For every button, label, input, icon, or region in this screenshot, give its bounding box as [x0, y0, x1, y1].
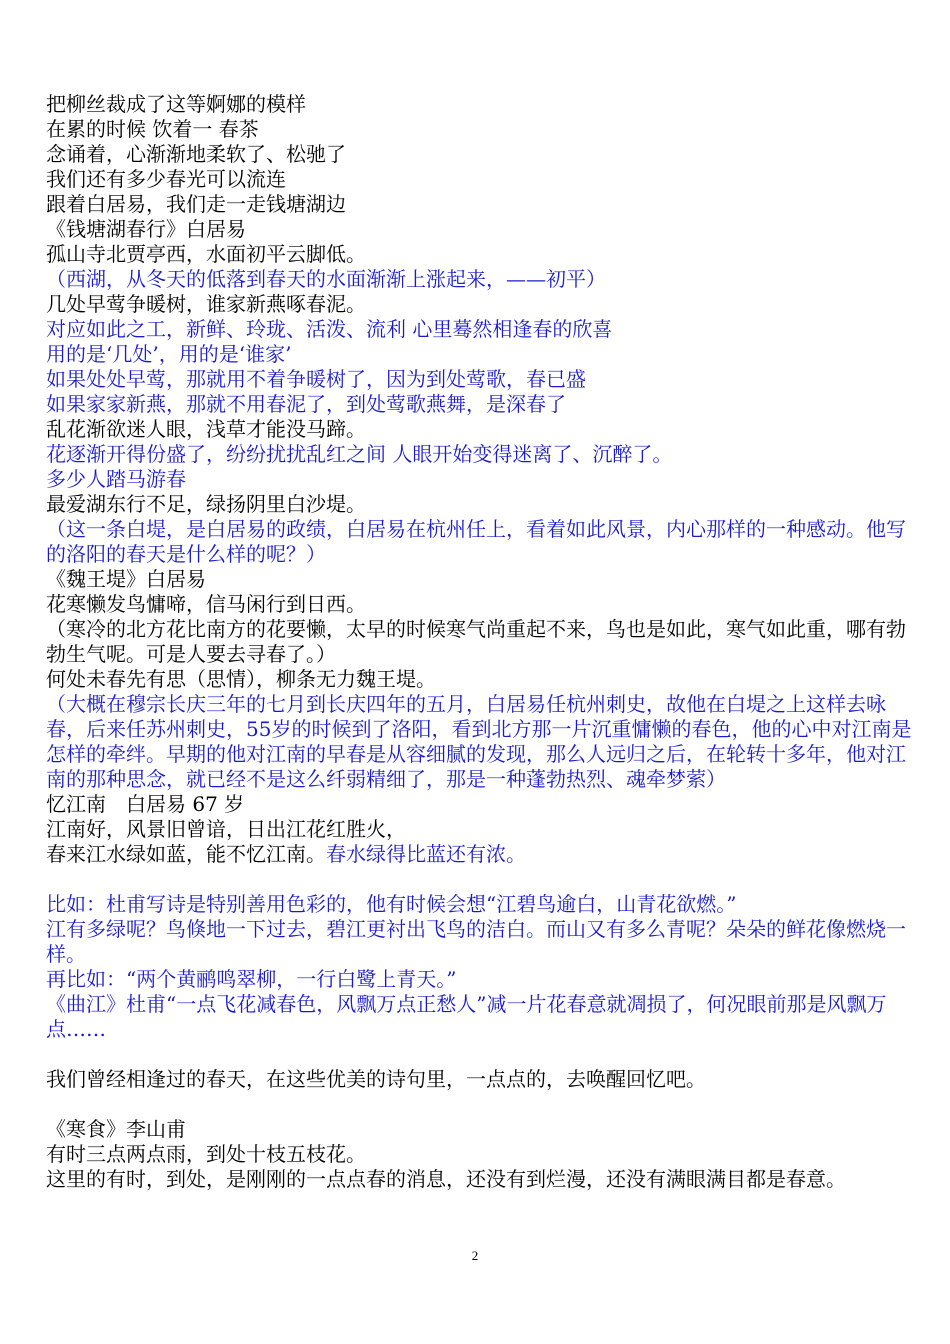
text-line: 把柳丝裁成了这等婀娜的模样: [46, 92, 306, 116]
text-line: 花寒懒发鸟慵啼，信马闲行到日西。: [46, 592, 366, 616]
text-line: 几处早莺争暖树，谁家新燕啄春泥。: [46, 292, 366, 316]
text-line: （寒冷的北方花比南方的花要懒，太早的时候寒气尚重起不来，鸟也是如此，寒气如此重，哪有勃勃生气呢。可是人要去寻春了。）: [46, 617, 906, 666]
text-line: 这里的有时，到处，是刚刚的一点点春的消息，还没有到烂漫，还没有满眼满目都是春意。: [46, 1167, 846, 1191]
text-line: 《魏王堤》白居易: [46, 567, 206, 591]
text-line: 在累的时候 饮着一 春茶: [46, 117, 259, 141]
text-line: 《钱塘湖春行》白居易: [46, 217, 246, 241]
text-line: 忆江南 白居易 67 岁: [46, 792, 245, 816]
text-line: 我们曾经相逢过的春天，在这些优美的诗句里，一点点的，去唤醒回忆吧。: [46, 1067, 706, 1091]
text-line: 如果家家新燕，那就不用春泥了，到处莺歌燕舞，是深春了: [46, 392, 566, 416]
blank-line: [46, 1092, 916, 1117]
text-line: （大概在穆宗长庆三年的七月到长庆四年的五月，白居易任杭州刺史，故他在白堤之上这样去咏春，后来任苏州刺史，55岁的时候到了洛阳，看到北方那一片沉重慵懒的春色，他的心中对江南是怎样的牵绊。早期的他对江南的早春是从容细腻的发现，那么人远归之后，在轮转十多年，他对江南的那种思念，就已经不是这么纤弱精细了，那是一种蓬勃热烈、魂牵梦萦）: [46, 692, 912, 791]
text-line: 何处未春先有思（思情），柳条无力魏王堤。: [46, 667, 436, 691]
text-line: 跟着白居易，我们走一走钱塘湖边: [46, 192, 346, 216]
page-number: 2: [471, 1248, 479, 1263]
text-line: 再比如：“两个黄鹂鸣翠柳，一行白鹭上青天。”: [46, 967, 457, 991]
text-segment: 春水绿得比蓝还有浓。: [326, 842, 526, 866]
text-line: 念诵着，心渐渐地柔软了、松驰了: [46, 142, 346, 166]
text-line: 孤山寺北贾亭西，水面初平云脚低。: [46, 242, 366, 266]
text-line: 《曲江》杜甫“一点飞花减春色，风飘万点正愁人”减一片花春意就凋损了，何况眼前那是风飘万点……: [46, 992, 887, 1041]
text-line: 《寒食》李山甫: [46, 1117, 186, 1141]
text-line: 最爱湖东行不足，绿扬阴里白沙堤。: [46, 492, 366, 516]
text-line: 用的是‘几处’，用的是‘谁家’: [46, 342, 292, 366]
text-line: [46, 842, 916, 867]
text-line: 如果处处早莺，那就用不着争暖树了，因为到处莺歌，春已盛: [46, 367, 586, 391]
document-body: [46, 92, 916, 1192]
text-segment: 春来江水绿如蓝，能不忆江南。: [46, 842, 326, 866]
text-line: （西湖，从冬天的低落到春天的水面渐渐上涨起来，——初平）: [46, 267, 606, 291]
text-line: 江有多绿呢？鸟倏地一下过去，碧江更衬出飞鸟的洁白。而山又有多么青呢？朵朵的鲜花像燃烧一样。: [46, 917, 906, 966]
text-line: 我们还有多少春光可以流连: [46, 167, 286, 191]
text-line: 有时三点两点雨，到处十枝五枝花。: [46, 1142, 366, 1166]
blank-line: [46, 1042, 916, 1067]
text-line: （这一条白堤，是白居易的政绩，白居易在杭州任上，看着如此风景，内心那样的一种感动。他写的洛阳的春天是什么样的呢？）: [46, 517, 906, 566]
blank-line: [46, 867, 916, 892]
text-line: 多少人踏马游春: [46, 467, 186, 491]
text-line: 对应如此之工，新鲜、玲珑、活泼、流利 心里蓦然相逢春的欣喜: [46, 317, 613, 341]
text-line: 花逐渐开得份盛了，纷纷扰扰乱红之间 人眼开始变得迷离了、沉醉了。: [46, 442, 673, 466]
text-line: 江南好，风景旧曾谙，日出江花红胜火，: [46, 817, 406, 841]
text-line: 比如：杜甫写诗是特别善用色彩的，他有时候会想“江碧鸟逾白，山青花欲燃。”: [46, 892, 737, 916]
text-line: 乱花渐欲迷人眼，浅草才能没马蹄。: [46, 417, 366, 441]
